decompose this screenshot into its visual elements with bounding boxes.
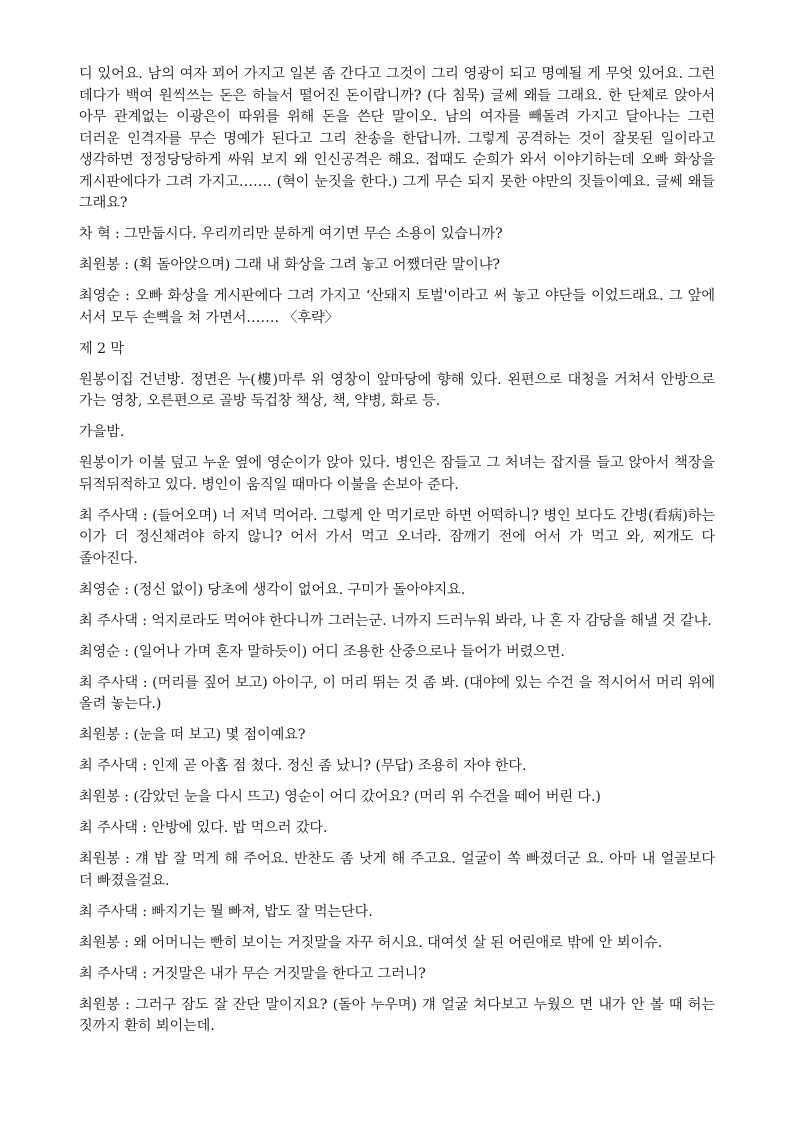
dialogue-line: 최영순 : (정신 없이) 당초에 생각이 없어요. 구미가 돌아야지요. (79, 581, 466, 598)
dialogue-line: 최 주사댁 : (들어오며) 너 저녁 먹어라. 그렇게 안 먹기로만 하면 어떡하니? 병인 보다도 간병(看病)하는 이가 더 정신채려야 하지 않니? 어서 가서 먹고 오너라. 잠깨기 전에 어서 가 먹고 와, 찌개도 다 졸아진다. (79, 507, 715, 567)
stage-direction: 원봉이가 이불 덮고 누운 옆에 영순이가 앉아 있다. 병인은 잠들고 그 처녀는 잡지를 들고 앉아서 책장을 뒤적뒤적하고 있다. 병인이 움직일 때마다 이불을 손보아 준다. (79, 455, 715, 493)
dialogue-line: 차 혁 : 그만둡시다. 우리끼리만 분하게 여기면 무슨 소용이 있습니까? (79, 226, 503, 242)
paragraph: 디 있어요. 남의 여자 꾀어 가지고 일본 좀 간다고 그것이 그리 영광이 되고 명예될 게 무엇 있어요. 그런 데다가 백여 원씩쓰는 돈은 하늘서 떨어진 돈이랍니까? (다 침묵) 글쎄 왜들 그래요. 한 단체로 앉아서 아무 관계없는 이광은이 따위를 위해 돈을 쓴단 말이오. 남의 여자를 빼돌려 가지고 달아나는 그런 더러운 인격자를 무슨 명예가 된다고 그리 찬송을 한답니까. 그렇게 공격하는 것이 잘못된 일이라고 생각하면 정정당당하게 싸워 보지 왜 인신공격은 해요. 접때도 순희가 와서 이야기하는데 오빠 화상을 게시판에다가 그려 가지고……. (혁이 눈짓을 한다.) 그게 무슨 되지 못한 야만의 짓들이예요. 글쎄 왜들 그래요? (79, 66, 715, 211)
stage-direction: 가을밤. (79, 424, 125, 440)
dialogue-line: 최원봉 : (획 돌아앉으며) 그래 내 화상을 그려 놓고 어쨌더란 말이냐? (79, 257, 500, 273)
dialogue-line: 최 주사댁 : 인제 곧 아홉 점 쳤다. 정신 좀 났니? (무답) 조용히 자야 한다. (79, 758, 527, 774)
dialogue-line: 최영순 : (일어나 가며 혼자 말하듯이) 어디 조용한 산중으로나 들어가 버렸으면. (79, 643, 565, 660)
dialogue-line: 최원봉 : 걔 밥 잘 먹게 해 주어요. 반찬도 좀 낫게 해 주고요. 얼굴이 쏙 빠졌더군 요. 아마 내 얼골보다 더 빠졌을걸요. (79, 851, 715, 889)
document-page (79, 64, 715, 1047)
dialogue-line: 최 주사댁 : 안방에 있다. 밥 먹으러 갔다. (79, 820, 328, 836)
dialogue-line: 최영순 : 오빠 화상을 게시판에다 그려 가지고 ‘산돼지 토벌'이라고 써 놓고 야단들 이었드래요. 그 앞에 서서 모두 손뼉을 쳐 가면서……. 〈후략〉 (79, 288, 715, 326)
dialogue-line: 최원봉 : (감았던 눈을 다시 뜨고) 영순이 어디 갔어요? (머리 위 수건을 떼어 버린 다.) (79, 789, 601, 805)
dialogue-line: 최 주사댁 : (머리를 짚어 보고) 아이구, 이 머리 뛰는 것 좀 봐. (대야에 있는 수건 을 적시어서 머리 위에 올려 놓는다.) (79, 674, 715, 712)
dialogue-line: 최 주사댁 : 거짓말은 내가 무슨 거짓말을 한다고 그러니? (79, 965, 426, 982)
dialogue-line: 최 주사댁 : 빠지기는 뭘 빠져, 밥도 잘 먹는단다. (79, 903, 373, 920)
act-heading: 제 2 막 (79, 340, 124, 357)
dialogue-line: 최원봉 : (눈을 떠 보고) 몇 점이예요? (79, 727, 306, 743)
dialogue-line: 최원봉 : 그러구 잠도 잘 잔단 말이지요? (돌아 누우며) 걔 얼굴 쳐다보고 누웠으 면 내가 안 볼 때 허는 짓까지 환히 뵈이는데. (79, 996, 715, 1034)
dialogue-line: 최원봉 : 왜 어머니는 빤히 보이는 거짓말을 자꾸 허시요. 대여섯 살 된 어린애로 밖에 안 뵈이슈. (79, 934, 663, 951)
stage-direction: 원봉이집 건넌방. 정면은 누(樓)마루 위 영창이 앞마당에 향해 있다. 왼편으로 대청을 거쳐서 안방으로 가는 영창, 오른편으로 골방 둑겁창 책상, 책, 약병, 화로 등. (79, 371, 715, 409)
dialogue-line: 최 주사댁 : 억지로라도 먹어야 한다니까 그러는군. 너까지 드러누워 봐라, 나 혼 자 감당을 해낼 것 같냐. (79, 612, 712, 629)
